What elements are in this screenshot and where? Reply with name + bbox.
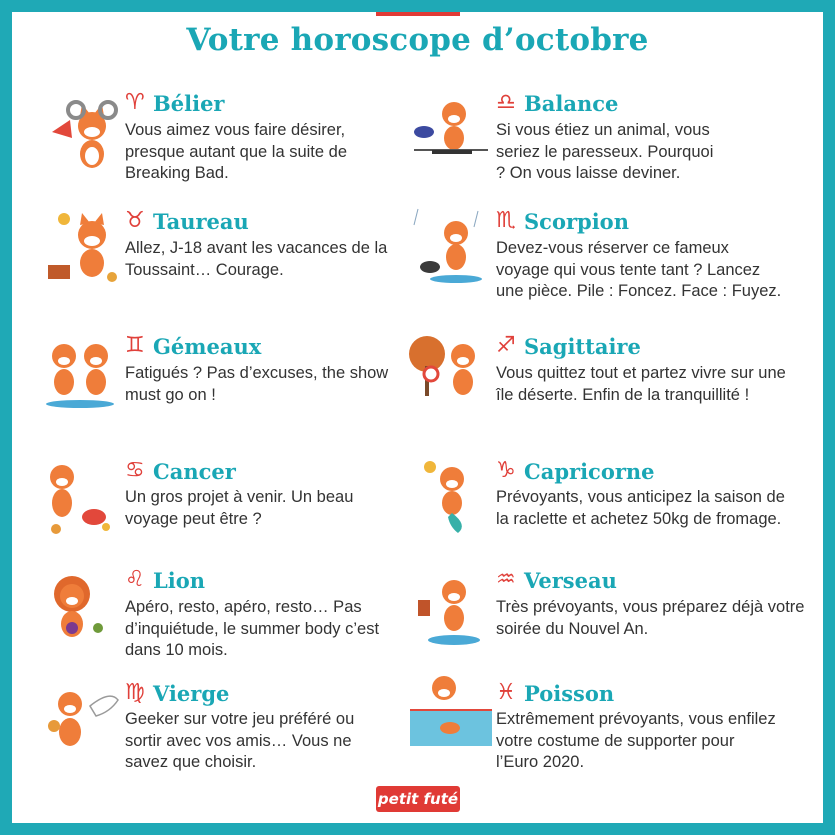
sagittarius-icon: ♐	[496, 333, 516, 358]
sign-text: Allez, J-18 avant les vacances de la Toussaint… Courage.	[125, 239, 388, 279]
sign-heading-balance	[496, 92, 618, 114]
sign-name: Taureau	[153, 208, 249, 234]
cancer-icon: ♋	[125, 458, 145, 483]
sign-text: Geeker sur votre jeu préféré ou sortir avec vos amis… Vous ne savez que choisir.	[125, 710, 355, 771]
sign-heading-capricorne	[496, 460, 655, 482]
leo-icon: ♌	[125, 567, 145, 592]
sign-text: Devez-vous réserver ce fameux voyage qui vous tente tant ? Lancez une pièce. Pile : Foncez. Face : Fuyez.	[496, 239, 782, 300]
capricorn-icon: ♑	[496, 458, 516, 483]
sign-name: Gémeaux	[153, 333, 262, 359]
libra-icon: ♎	[496, 90, 516, 115]
sign-text: Très prévoyants, vous préparez déjà votre soirée du Nouvel An.	[496, 598, 805, 638]
gemini-icon: ♊	[125, 333, 145, 358]
sign-name: Cancer	[153, 458, 236, 484]
fox-illustration-belier	[42, 92, 124, 174]
sign-name: Balance	[524, 90, 619, 116]
sign-text: Extrêmement prévoyants, vous enfilez votre costume de supporter pour l’Euro 2020.	[496, 710, 776, 771]
taurus-icon: ♉	[125, 208, 145, 233]
sign-heading-vierge	[125, 682, 229, 704]
fox-illustration-scorpion	[408, 205, 490, 287]
virgo-icon: ♍	[125, 680, 145, 705]
petit-fute-logo: petit futé	[376, 786, 460, 812]
sign-heading-taureau	[125, 210, 249, 232]
aquarius-icon: ♒	[496, 567, 516, 592]
pisces-icon: ♓	[496, 680, 516, 705]
sign-heading-cancer	[125, 460, 236, 482]
sign-text: Vous quittez tout et partez vivre sur une île déserte. Enfin de la tranquillité !	[496, 364, 786, 404]
sign-text: Un gros projet à venir. Un beau voyage peut être ?	[125, 488, 354, 528]
sign-heading-verseau	[496, 569, 617, 591]
fox-illustration-vierge	[40, 682, 122, 764]
sign-text: Fatigués ? Pas d’excuses, the show must go on !	[125, 364, 389, 404]
scorpio-icon: ♏	[496, 208, 516, 233]
fox-illustration-cancer	[38, 455, 120, 537]
sign-text: Prévoyants, vous anticipez la saison de la raclette et achetez 50kg de fromage.	[496, 488, 785, 528]
sign-heading-gemeaux	[125, 335, 261, 357]
fox-illustration-sagittaire	[405, 330, 487, 412]
sign-name: Poisson	[524, 680, 615, 706]
fox-illustration-poisson	[410, 670, 492, 752]
sign-heading-belier	[125, 92, 225, 114]
fox-illustration-lion	[38, 570, 120, 652]
aries-icon: ♈	[125, 90, 145, 115]
top-accent-bar	[376, 12, 460, 16]
sign-name: Verseau	[524, 567, 617, 593]
sign-name: Lion	[153, 567, 206, 593]
sign-heading-lion	[125, 569, 205, 591]
fox-illustration-balance	[408, 92, 490, 174]
sign-name: Sagittaire	[524, 333, 641, 359]
sign-name: Bélier	[153, 90, 225, 116]
page-title: Votre horoscope d’octobre	[186, 22, 649, 58]
sign-heading-scorpion	[496, 210, 629, 232]
sign-name: Capricorne	[524, 458, 655, 484]
fox-illustration-verseau	[410, 570, 492, 652]
sign-text: Si vous étiez un animal, vous seriez le paresseux. Pourquoi ? On vous laisse deviner.	[496, 121, 714, 182]
sign-heading-poisson	[496, 682, 614, 704]
sign-heading-sagittaire	[496, 335, 641, 357]
sign-text: Vous aimez vous faire désirer, presque autant que la suite de Breaking Bad.	[125, 121, 348, 182]
fox-illustration-capricorne	[408, 455, 490, 537]
fox-illustration-gemeaux	[38, 330, 120, 412]
fox-illustration-taureau	[42, 205, 124, 287]
sign-name: Vierge	[153, 680, 230, 706]
sign-name: Scorpion	[524, 208, 629, 234]
sign-text: Apéro, resto, apéro, resto… Pas d’inquiétude, le summer body c’est dans 10 mois.	[125, 598, 380, 659]
